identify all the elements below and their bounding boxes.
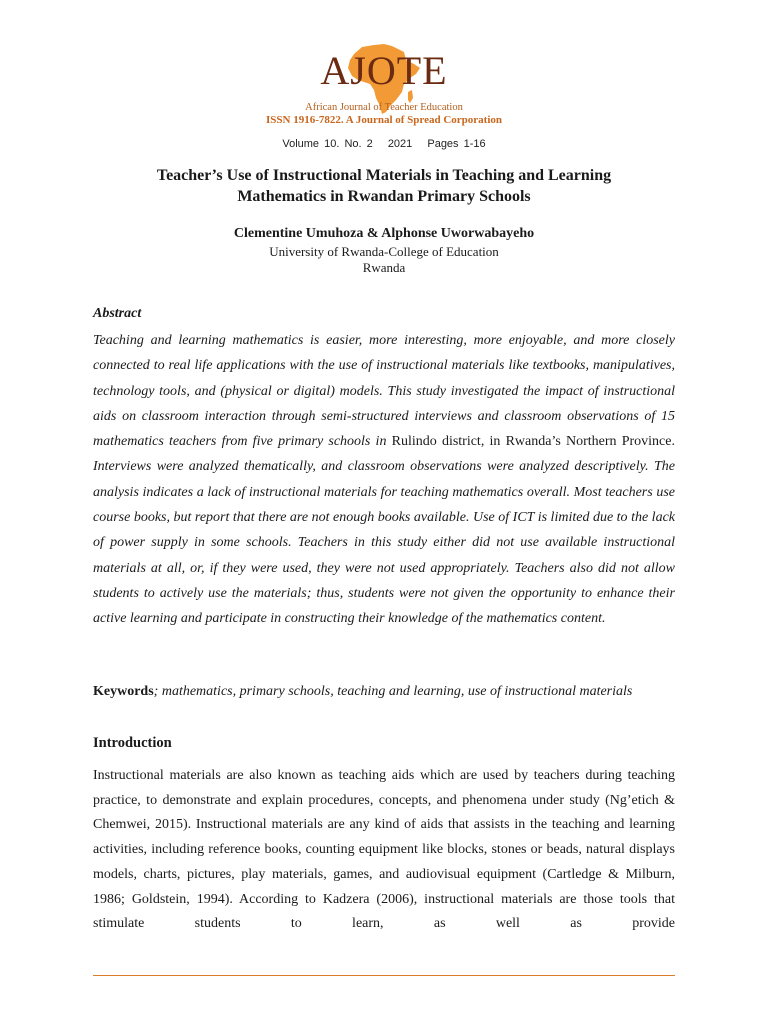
affiliation-block: [0, 244, 768, 276]
footer-divider: [93, 975, 675, 976]
country: Rwanda: [362, 260, 406, 275]
abstract-text-1: Teaching and learning mathematics is easier, more interesting, more enjoyable, and more closely connected to real life applications with the use of instructional materials like textbooks, manipulatives, technology tools, and (physical or digital) models. This study investigated the impact of instructional aids on classroom interaction through semi-structured interviews and classroom observations of 15 mathematics teachers from five primary schools in: [93, 333, 675, 450]
article-title: [60, 165, 708, 207]
affiliation: University of Rwanda-College of Education: [269, 244, 499, 259]
svg-text:AJOTE: AJOTE: [320, 48, 448, 93]
intro-text-1: Instructional materials are also known as teaching aids which are used by teachers during teaching practice, to demonstrate and explain procedures, concepts, and phenomena under study: [93, 768, 675, 808]
keywords: [93, 684, 693, 700]
volume-number: Volume 10. No. 2: [282, 138, 373, 150]
keywords-list: ; mathematics, primary schools, teaching and learning, use of instructional materials: [153, 684, 633, 699]
issn-line: ISSN 1916-7822. A Journal of Spread Corporation: [265, 114, 503, 126]
abstract-body: [93, 328, 675, 632]
abstract-heading: Abstract: [93, 306, 142, 321]
title-line-2: Mathematics in Rwandan Primary Schools: [237, 188, 531, 205]
intro-text-2: . Instructional materials are any kind of aids that assists in the teaching and learning activities, including reference books, counting equipment like blocks, stones or beads, natural displays models, charts, pictures, play materials, games, and audiovisual equipment (Cartledge & Milburn, 1986; Goldstein, 1994). According to Kadzera (2006), instructional materials are those tools that stimulate students to learn, as well as provide: [93, 817, 675, 932]
abstract-text-2: Interviews were analyzed thematically, and classroom observations were analyzed descriptively. The analysis indicates a lack of instructional materials for teaching mathematics overall. Most teachers use course books, but report that there are not enough books available. Use of ICT is limited due to the lack of power supply in some schools. Teachers in this study either did not use available instructional materials at all, or, if they were used, they were not used appropriately. Teachers also did not allow students to actively use the materials; thus, students were not given the opportunity to enhance their active learning and participate in constructing their knowledge of the mathematics content.: [93, 459, 675, 627]
introduction-body: [93, 764, 675, 937]
intro-citation: (Ng’etich & Chemwei, 2015): [93, 792, 675, 833]
page-range: Pages 1-16: [427, 138, 486, 150]
study-location: Rulindo district, in Rwanda’s Northern Province.: [391, 434, 675, 450]
volume-info: [0, 138, 768, 150]
title-line-1: Teacher’s Use of Instructional Materials in Teaching and Learning: [156, 167, 612, 184]
journal-logo: [292, 40, 476, 118]
publication-year: 2021: [387, 138, 413, 150]
keywords-label: Keywords: [93, 684, 154, 699]
logo-subtitle: African Journal of Teacher Education: [305, 102, 463, 113]
authors: Clementine Umuhoza & Alphonse Uworwabayeho: [233, 226, 535, 241]
introduction-heading: Introduction: [93, 735, 172, 751]
